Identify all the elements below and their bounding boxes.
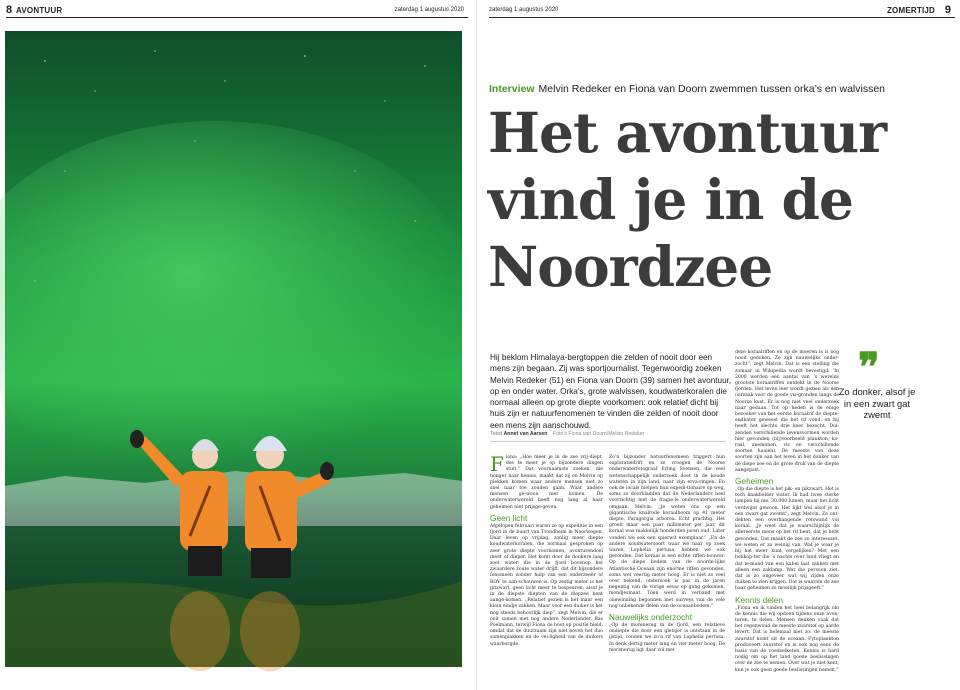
subheading-geen-licht: Geen licht bbox=[490, 512, 528, 523]
left-section-name: AVONTUUR bbox=[16, 6, 63, 15]
pull-quote: Zo donker, alsof je in een zwart gat zwemt bbox=[838, 386, 916, 420]
credit-prefix: Tekst bbox=[490, 431, 503, 437]
column-text: Afgelopen februari waren ze op expeditie in een fjord in de buurt van Trondheim in Noorwegen. Daar leven op vrijdag, zonlig meer diepte koudwaterkoralen, die normaal gesproken op zeer grote diepte voorkomen, avonturendoel meer of dieper. Het komt door de donkere laag zoet water, die in de fjord bovenop het zwaardere zoute water drijft, dat dit bijzondere fenomeen zonder hulp van een onderzeeër of ROV te aan-schouwen is. Op zestig meter is het gitzwart, geen licht meer te bespeuren; alsof je in de diepste diepten van de diepzee bent aange-komen. „Relatief gezien is het maar een klein eindje zakken. Maar voor een duiker is het nog steeds behoorlijk diep”, zegt Melvin, die er ooit samen met nog andere Nederlander, Bas Poelmann, terwijl Fiona de boot op positie hield, omdat dat de duurzaam zijn niet boven het duo samenplakken en de vei-ligheid van de duikers waarborgde. bbox=[490, 523, 603, 647]
column-text: „Fiona en ik vinden het heel belangrijk om de kennis die wij opdoen tijdens onze avon-turen, te delen. Mensen denken vaak dat het regenwoud de meeste zuurstof op aarde levert. Dat is helemaal niet zo: de meeste zuurstof komt uit de oceaan. Fytoplankton produceert zuurstof en is ook nog eens de basis van de voedselketen. Kennis is hard nodig om op het land goede beslissingen over de zee te nemen. Over wat je niet kent, kun je ook geen goede beslissingen nemen.” bbox=[735, 605, 839, 673]
kicker-text: Melvin Redeker en Fiona van Doorn zwemmen tussen orka’s en walvissen bbox=[538, 83, 886, 95]
right-page-date: zaterdag 1 augustus 2020 bbox=[489, 7, 559, 13]
right-page-header bbox=[489, 4, 955, 18]
headline-line: vind je in de bbox=[488, 167, 853, 232]
intro-line: huis zijn er natuurfenomenen te vinden die zelden of nooit door bbox=[490, 409, 719, 419]
column-text: iona: „Hoe meer je in de zee vrij-diept, des te meer je op bijzondere dingen stuit.” Dat voornaamste zoeken, die honger naar kennis, maakt dat zij en Melvin op plekken komen waar andere mensen niet zo snel naar toe zouden gaan. Waar andere mensen ge-woon niet komen. De onderwaterwereld heeft nog lang al haar geheimen niet prijsge-geven. bbox=[490, 455, 603, 510]
article-column-1 bbox=[490, 452, 603, 670]
column-text: deze koraalriffen en op de moeren is is nog nooit gedoken. Ze zijn nauwelijks onder-zocht”, zegt Melvin. Dat is een stelling die zomaar in Wikipedia wordt bevestigd: ‘In 2000 werden een aantal van ‘s werelds grootste koraalriffen ontdekt in de Noorse fjorden. Het leven leer wordt gezien als een oorzaak voor de goede vis-gronden langs de Noorse kust. Er is nog niet veel onderzoek naar gedaan. Tot op heden is de enige bezoeker van het eerste koraalrif de diepte-endkater geweest die het rif vond, en hij heeft het slechts drie keer bezocht. Dui-zenden verschillende levensvormen worden hier gevonden (bij)voorbeeld plankton, ko-raal, anemonen, vis en verschillende soorten haaien). De meeste van deze soorten zijn aan het leven in het donker van de diepe zee en de grote druk van de diepte aangepast.’ bbox=[735, 350, 839, 473]
intro-line: op en onder water. Orka’s, grote walvissen, koudwaterkoralen die bbox=[490, 386, 727, 396]
page-gutter bbox=[476, 0, 477, 690]
article-intro bbox=[490, 352, 732, 431]
kicker-label: Interview bbox=[489, 83, 535, 95]
credit-author: Annet van Aarsen bbox=[503, 431, 548, 437]
left-page-number: 8 bbox=[6, 4, 13, 16]
headline-line: Noordzee bbox=[488, 234, 773, 299]
intro-line: normaal alleen op grote diepte voorkomen: ook relatief dicht bij bbox=[490, 398, 719, 408]
drop-cap: F bbox=[490, 452, 504, 476]
column-text: Zo’n bijzonder natuurfenomeen triggert hun exploratiedrift en ze vroegen de Noorse onderwaterfotograaf Erling Svensen, die veel wetenschappelijk onderzoek doet in de koude wateren in zijn land, naar zijn erva-ringen. En ook de locals hielpen hun expedi-tionaire op weg, soms zo doorbladden dat de Nederlanders heel voorzichtig met de fragie-le onderwaterwereld omgaan. Melvin: „Je weten ons op een gigantische knalrode koraalboom op 41 meter diepte, Paragorgia arborea. Echt prachtig. Het groeit maar een paar millimeter per jaar, dit koraal was makkelijk honderden jaren oud. Later vonden we ook een spierwit exemplaar.” „En de andere koudwatersoort waar we naar op zoek waren, Lophelia pertusa, hebben we ook gevonden. Dat koraal is een echte riffen-bouwer. Op de diepe bodem van de noorde-lijke Atlantische Oceaan zijn enorme riffen gevonden, soms wel veertig meter hoog. Er is niet zo veel over bekend, onderzoek is pas in de jaren negentig van de vorige eeuw op gang gekomen, mondjesmaat. Toen werd in verband met oliewinning begonnen met surveys van de vele nog onbekende delen van de oceaanbodem.” bbox=[609, 455, 725, 609]
intro-line: mens zijn begaan. Zij was sportjournalist. Tegenwoordig zoeken bbox=[490, 364, 722, 374]
subheading-kennis-delen: Kennis delen bbox=[735, 594, 783, 605]
header-rule bbox=[489, 17, 955, 18]
intro-line: Hij beklom Himalaya-bergtoppen die zelden of nooit door een bbox=[490, 353, 713, 362]
article-column-3 bbox=[735, 350, 839, 673]
left-page-date: zaterdag 1 augustus 2020 bbox=[394, 7, 464, 13]
header-rule bbox=[6, 17, 468, 18]
quote-mark-icon: ❞ bbox=[858, 344, 880, 391]
article-kicker bbox=[489, 83, 955, 95]
credit-photo: Foto’s Fiona van Doorn/Melvin Redeker bbox=[552, 431, 645, 437]
right-page-number: 9 bbox=[944, 4, 951, 16]
article-credit bbox=[490, 431, 726, 442]
article-column-2 bbox=[609, 455, 725, 670]
aurora-photo bbox=[5, 31, 462, 667]
article-headline bbox=[488, 99, 948, 300]
column-text: „Op de morenerug in de fjord, een relatieve ondiepte die door een gletsjer is ontstaan in de ijstijd, vonden we zo’n rif van Lophelia pertusa. In denk dertig meter lang en vier meter hoog. De morenerug ligt daar vol met bbox=[609, 623, 725, 653]
intro-line: Melvin Redeker (51) en Fiona van Doorn (39) samen het avontuur, bbox=[490, 375, 732, 385]
intro-line: een mens zijn aanschouwd. bbox=[490, 420, 592, 430]
subheading-geheimen: Geheimen bbox=[735, 476, 774, 487]
subheading-nauwelijks-onderzocht: Nauwelijks onderzocht bbox=[609, 612, 693, 623]
right-section-name: ZOMERTIJD bbox=[886, 6, 935, 15]
left-page-header bbox=[6, 4, 468, 18]
headline-line: Het avontuur bbox=[488, 100, 887, 165]
column-text: „Op die diepte is het pik- en pikzwart. Het is toch knakhelder water. Ik had twee sterke lampen bij me, 30.000 lumen, maar het licht verdwijnt gewoon. Het lijkt wel alsof je in een zwart gat zwemt”, zegt Melvin. Ze ont-dekten een overhangende rotswand vol koraal. „Je weet dat je waarschijnlijk de allereerste mens op het rif bent, dat je hebt gevonden. Dat maakt de zee zo interessant, we weten er zo weinig van. Wat je waar je bij het meer kunt vergelijken? Met een helikop-ter die ‘s nachts over land vliegt en dat ie-mand van een kabel laat zakken met alleen een zaklamp. Wat die persoon ziet, dat is zo ongeveer wat wij zijden onze duiken te zien krijgen. Dat is waarom de zee haar geheimen zo moeilijk prijsgeeft.” bbox=[735, 487, 839, 592]
